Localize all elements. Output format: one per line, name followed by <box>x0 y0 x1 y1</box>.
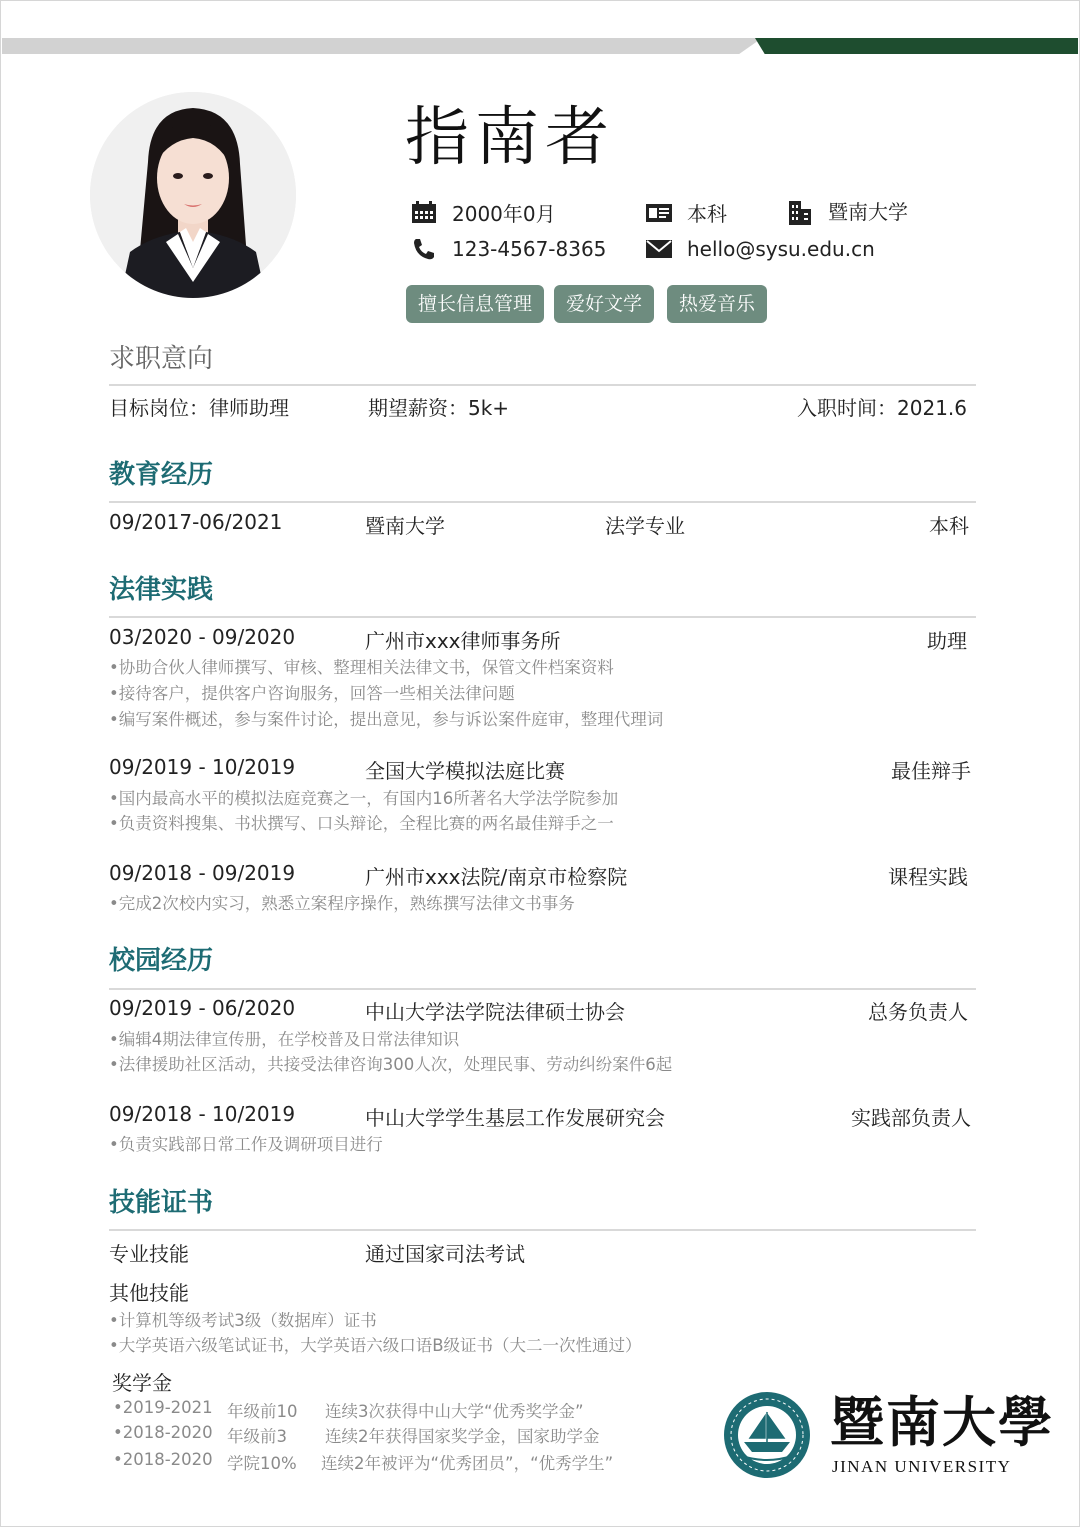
practice-2-role: 最佳辩手 <box>891 759 971 783</box>
practice-2-period: 09/2019 - 10/2019 <box>109 755 296 779</box>
intent-divider <box>109 384 976 386</box>
education-degree: 本科 <box>929 514 969 538</box>
envelope-icon <box>645 237 673 261</box>
top-stripe-gray <box>2 38 762 54</box>
practice-1-detail-2: •接待客户，提供客户咨询服务，回答一些相关法律问题 <box>109 684 515 703</box>
campus-1-role: 总务负责人 <box>868 1000 968 1024</box>
campus-title: 校园经历 <box>109 946 214 976</box>
phone-number: 123-4567-8365 <box>452 237 607 261</box>
profile-photo <box>90 92 296 298</box>
tag-2: 爱好文学 <box>554 285 654 323</box>
school-value: 暨南大学 <box>828 200 908 224</box>
practice-2-org: 全国大学模拟法庭比赛 <box>365 759 565 783</box>
scholarship-1-year: •2019-2021 <box>113 1398 213 1417</box>
practice-1-period: 03/2020 - 09/2020 <box>109 625 296 649</box>
scholarship-2-rank: 年级前3 <box>227 1427 287 1446</box>
degree-value: 本科 <box>687 202 727 226</box>
scholarship-label: 奖学金 <box>112 1371 172 1395</box>
scholarship-3-rank: 学院10% <box>227 1454 297 1473</box>
practice-3-period: 09/2018 - 09/2019 <box>109 861 296 885</box>
degree-info <box>645 198 727 227</box>
intent-salary: 期望薪资：5k+ <box>368 396 510 420</box>
scholarship-2-desc: 连续2年获得国家奖学金，国家助学金 <box>325 1427 600 1446</box>
skills-pro-label: 专业技能 <box>109 1242 189 1266</box>
education-divider <box>109 501 976 503</box>
calendar-icon <box>410 201 438 225</box>
email-info <box>645 237 875 261</box>
birth-date: 2000年0月 <box>452 202 556 226</box>
scholarship-2-year: •2018-2020 <box>113 1423 213 1442</box>
campus-1-detail-2: •法律援助社区活动，共接受法律咨询300人次，处理民事、劳动纠纷案件6起 <box>109 1055 673 1074</box>
education-major: 法学专业 <box>605 514 685 538</box>
scholarship-1-desc: 连续3次获得中山大学“优秀奖学金” <box>325 1402 584 1421</box>
practice-2-detail-1: •国内最高水平的模拟法庭竞赛之一，有国内16所著名大学法学院参加 <box>109 789 619 808</box>
skills-other-1: •计算机等级考试3级（数据库）证书 <box>109 1311 377 1330</box>
intent-title: 求职意向 <box>109 344 214 374</box>
campus-2-role: 实践部负责人 <box>851 1106 971 1130</box>
education-school: 暨南大学 <box>365 514 445 538</box>
university-logo-en: JINAN UNIVERSITY <box>832 1457 1012 1476</box>
practice-1-org: 广州市xxx律师事务所 <box>365 629 561 653</box>
campus-divider <box>109 988 976 990</box>
tag-3: 热爱音乐 <box>667 285 767 323</box>
campus-2-detail-1: •负责实践部日常工作及调研项目进行 <box>109 1135 383 1154</box>
skills-other-2: •大学英语六级笔试证书，大学英语六级口语B级证书（大二一次性通过） <box>109 1336 642 1355</box>
phone-info <box>410 237 606 261</box>
intent-position: 目标岗位：律师助理 <box>109 396 289 420</box>
id-card-icon <box>645 201 673 225</box>
campus-1-detail-1: •编辑4期法律宣传册，在学校普及日常法律知识 <box>109 1030 460 1049</box>
university-seal-icon <box>722 1390 812 1480</box>
practice-1-role: 助理 <box>927 629 967 653</box>
birth-info <box>410 198 556 227</box>
practice-3-detail-1: •完成2次校内实习，熟悉立案程序操作，熟练撰写法律文书事务 <box>109 894 575 913</box>
practice-divider <box>109 616 976 618</box>
practice-2-detail-2: •负责资料搜集、书状撰写、口头辩论，全程比赛的两名最佳辩手之一 <box>109 814 614 833</box>
university-logo-cn: 暨南大學 <box>830 1390 1054 1454</box>
phone-icon <box>410 237 438 261</box>
practice-title: 法律实践 <box>109 575 214 605</box>
education-period: 09/2017-06/2021 <box>109 510 283 534</box>
education-title: 教育经历 <box>109 460 214 490</box>
scholarship-3-desc: 连续2年被评为“优秀团员”，“优秀学生” <box>321 1454 614 1473</box>
practice-3-org: 广州市xxx法院/南京市检察院 <box>365 865 628 889</box>
practice-1-detail-1: •协助合伙人律师撰写、审核、整理相关法律文书，保管文件档案资料 <box>109 658 614 677</box>
campus-2-period: 09/2018 - 10/2019 <box>109 1102 296 1126</box>
scholarship-1-rank: 年级前10 <box>227 1402 298 1421</box>
skills-divider <box>109 1229 976 1231</box>
practice-1-detail-3: •编写案件概述，参与案件讨论，提出意见，参与诉讼案件庭审，整理代理词 <box>109 710 664 729</box>
top-stripe-green <box>755 38 1078 54</box>
tag-1: 擅长信息管理 <box>406 285 544 323</box>
building-icon <box>786 199 814 223</box>
skills-pro-value: 通过国家司法考试 <box>365 1242 525 1266</box>
candidate-name: 指南者 <box>405 101 615 175</box>
scholarship-3-year: •2018-2020 <box>113 1450 213 1469</box>
campus-2-org: 中山大学学生基层工作发展研究会 <box>365 1106 665 1130</box>
email-address: hello@sysu.edu.cn <box>687 237 875 261</box>
campus-1-org: 中山大学法学院法律硕士协会 <box>365 1000 625 1024</box>
intent-start: 入职时间：2021.6 <box>797 396 967 420</box>
campus-1-period: 09/2019 - 06/2020 <box>109 996 296 1020</box>
school-info <box>786 196 908 225</box>
skills-other-label: 其他技能 <box>109 1281 189 1305</box>
skills-title: 技能证书 <box>109 1188 214 1218</box>
practice-3-role: 课程实践 <box>888 865 968 889</box>
